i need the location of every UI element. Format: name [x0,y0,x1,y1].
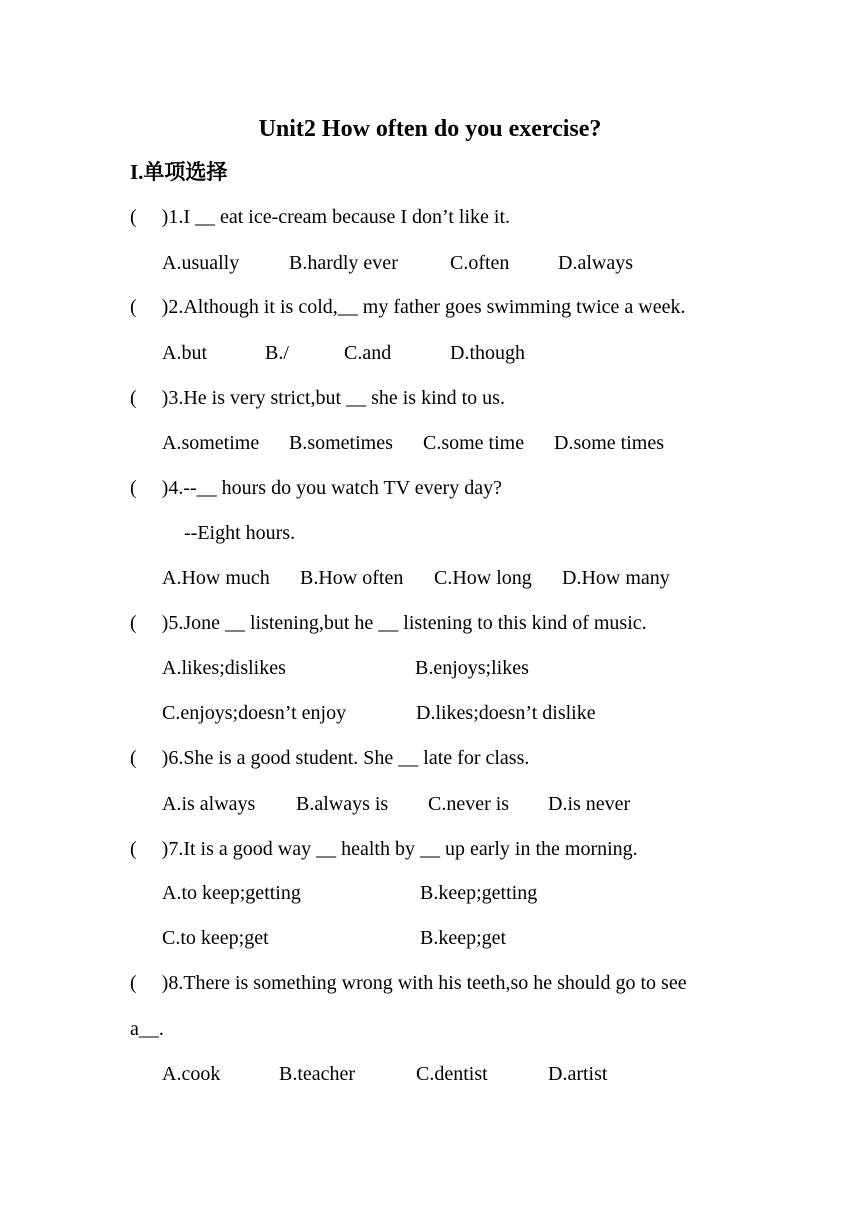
question-5-option-c: C.enjoys;doesn’t enjoy [162,702,347,724]
question-8-option-d: D.artist [548,1063,608,1085]
question-1-option-d: D.always [558,252,633,274]
question-5-option-a: A.likes;dislikes [162,657,286,679]
question-3-option-a: A.sometime [162,432,260,454]
question-7-option-a: A.to keep;getting [162,882,301,904]
question-4-reply: --Eight hours. [184,522,296,544]
question-2-stem: ( )2.Although it is cold,__ my father goes swimming twice a week. [130,296,686,318]
question-5-option-b: B.enjoys;likes [415,657,529,679]
question-6-option-b: B.always is [296,793,389,815]
question-7-option-c: C.to keep;get [162,927,269,949]
page-title: Unit2 How often do you exercise? [258,116,602,142]
question-4-option-a: A.How much [162,567,270,589]
question-1-option-a: A.usually [162,252,240,274]
question-3-option-b: B.sometimes [289,432,393,454]
question-8-stem: ( )8.There is something wrong with his teeth,so he should go to see [130,972,687,994]
question-8-option-a: A.cook [162,1063,221,1085]
question-8-option-b: B.teacher [279,1063,356,1085]
question-4-stem: ( )4.--__ hours do you watch TV every day? [130,477,502,499]
question-8-continuation: a__. [130,1018,164,1040]
section-heading: I.单项选择 [130,160,228,184]
question-6-option-d: D.is never [548,793,631,815]
question-2-option-d: D.though [450,342,525,364]
question-1-option-c: C.often [450,252,510,274]
question-2-option-b: B./ [265,342,289,364]
question-4-option-b: B.How often [300,567,404,589]
question-1-option-b: B.hardly ever [289,252,398,274]
question-5-stem: ( )5.Jone __ listening,but he __ listening to this kind of music. [130,612,647,634]
question-7-option-d: B.keep;get [420,927,507,949]
question-5-option-d: D.likes;doesn’t dislike [416,702,596,724]
question-4-option-c: C.How long [434,567,532,589]
question-3-option-c: C.some time [423,432,525,454]
question-6-option-a: A.is always [162,793,256,815]
question-6-option-c: C.never is [428,793,510,815]
question-1-stem: ( )1.I __ eat ice-cream because I don’t like it. [130,206,511,228]
question-3-option-d: D.some times [554,432,664,454]
question-6-stem: ( )6.She is a good student. She __ late for class. [130,747,530,769]
question-4-option-d: D.How many [562,567,670,589]
question-2-option-c: C.and [344,342,392,364]
question-7-stem: ( )7.It is a good way __ health by __ up early in the morning. [130,838,638,860]
question-3-stem: ( )3.He is very strict,but __ she is kind to us. [130,387,505,409]
question-2-option-a: A.but [162,342,207,364]
question-8-option-c: C.dentist [416,1063,488,1085]
question-7-option-b: B.keep;getting [420,882,538,904]
